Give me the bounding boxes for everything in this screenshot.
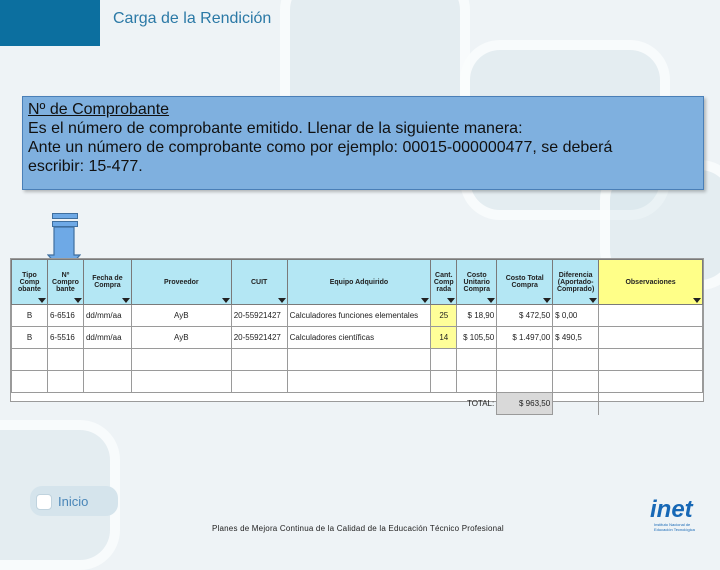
empty-cell[interactable]: [599, 349, 703, 371]
inicio-label: Inicio: [58, 494, 89, 509]
info-heading: Nº de Comprobante: [28, 101, 170, 118]
empty-cell[interactable]: [287, 349, 431, 371]
empty-cell[interactable]: [497, 371, 553, 393]
empty-cell[interactable]: [287, 371, 431, 393]
dropdown-arrow-icon[interactable]: [278, 298, 286, 303]
empty-cell[interactable]: [12, 349, 48, 371]
col-header-equipo-adquirido: Equipo Adquirido: [287, 260, 431, 305]
cell-cuit[interactable]: 20-55921427: [231, 327, 287, 349]
col-header-numero-comprobante: Nº Compro bante: [47, 260, 83, 305]
empty-cell[interactable]: [47, 349, 83, 371]
dropdown-arrow-icon[interactable]: [447, 298, 455, 303]
empty-cell[interactable]: [497, 349, 553, 371]
info-box: [22, 96, 704, 190]
empty-cell[interactable]: [83, 349, 131, 371]
info-line: Es el número de comprobante emitido. Llenar de la siguiente manera:: [28, 120, 523, 137]
inicio-button[interactable]: [30, 486, 118, 516]
home-icon: [36, 494, 52, 510]
cell-tipo[interactable]: B: [12, 305, 48, 327]
cell-proveedor[interactable]: AyB: [131, 305, 231, 327]
page-title: Carga de la Rendición: [113, 10, 272, 27]
cell-fecha[interactable]: dd/mm/aa: [83, 327, 131, 349]
dropdown-arrow-icon[interactable]: [589, 298, 597, 303]
dropdown-arrow-icon[interactable]: [693, 298, 701, 303]
empty-cell[interactable]: [457, 371, 497, 393]
empty-cell: [599, 393, 703, 415]
col-header-costo-unitario: Costo Unitario Compra: [457, 260, 497, 305]
cell-equipo[interactable]: Calculadores funciones elementales: [287, 305, 431, 327]
dropdown-arrow-icon[interactable]: [543, 298, 551, 303]
empty-cell[interactable]: [231, 371, 287, 393]
empty-cell[interactable]: [231, 349, 287, 371]
empty-cell[interactable]: [599, 371, 703, 393]
col-header-tipo-comprobante: Tipo Comp obante: [12, 260, 48, 305]
dropdown-arrow-icon[interactable]: [487, 298, 495, 303]
cell-costo-unitario[interactable]: $ 18,90: [457, 305, 497, 327]
empty-cell[interactable]: [553, 371, 599, 393]
cell-costo-total[interactable]: $ 1.497,00: [497, 327, 553, 349]
info-line: escribir: 15-477.: [28, 158, 143, 175]
table-row-empty: [12, 349, 703, 371]
table-row-empty: [12, 371, 703, 393]
empty-cell: [553, 393, 599, 415]
col-header-costo-total: Costo Total Compra: [497, 260, 553, 305]
cell-fecha[interactable]: dd/mm/aa: [83, 305, 131, 327]
cell-costo-unitario[interactable]: $ 105,50: [457, 327, 497, 349]
spreadsheet: [10, 258, 704, 409]
empty-cell[interactable]: [131, 371, 231, 393]
dropdown-arrow-icon[interactable]: [38, 298, 46, 303]
col-header-diferencia: Diferencia (Aportado- Comprado): [553, 260, 599, 305]
cell-observaciones[interactable]: [599, 305, 703, 327]
cell-cantidad[interactable]: 14: [431, 327, 457, 349]
dropdown-arrow-icon[interactable]: [74, 298, 82, 303]
header-accent-bar: [0, 0, 100, 46]
empty-cell[interactable]: [553, 349, 599, 371]
col-header-observaciones: Observaciones: [599, 260, 703, 305]
col-header-cantidad: Cant. Comp rada: [431, 260, 457, 305]
dropdown-arrow-icon[interactable]: [222, 298, 230, 303]
logo-text: inet: [650, 496, 693, 523]
empty-cell[interactable]: [131, 349, 231, 371]
empty-cell[interactable]: [431, 349, 457, 371]
cell-numero[interactable]: 6-5516: [47, 327, 83, 349]
cell-observaciones[interactable]: [599, 327, 703, 349]
cell-costo-total[interactable]: $ 472,50: [497, 305, 553, 327]
total-label: TOTAL:: [12, 393, 497, 415]
cell-equipo[interactable]: Calculadores científicas: [287, 327, 431, 349]
cell-tipo[interactable]: B: [12, 327, 48, 349]
cell-cuit[interactable]: 20-55921427: [231, 305, 287, 327]
empty-cell[interactable]: [12, 371, 48, 393]
cell-numero[interactable]: 6-6516: [47, 305, 83, 327]
inet-logo: [650, 496, 706, 536]
cell-proveedor[interactable]: AyB: [131, 327, 231, 349]
footer-text: Planes de Mejora Continua de la Calidad de la Educación Técnico Profesional: [212, 524, 504, 533]
total-value: $ 963,50: [497, 393, 553, 415]
dropdown-arrow-icon[interactable]: [421, 298, 429, 303]
col-header-cuit: CUIT: [231, 260, 287, 305]
empty-cell[interactable]: [47, 371, 83, 393]
logo-subtitle: Instituto Nacional de Educación Tecnológica: [654, 522, 695, 532]
total-row: [12, 393, 703, 415]
cell-diferencia[interactable]: $ 0,00: [553, 305, 599, 327]
table-row: [12, 327, 703, 349]
empty-cell[interactable]: [431, 371, 457, 393]
dropdown-arrow-icon[interactable]: [122, 298, 130, 303]
empty-cell[interactable]: [83, 371, 131, 393]
empty-cell[interactable]: [457, 349, 497, 371]
cell-cantidad[interactable]: 25: [431, 305, 457, 327]
col-header-proveedor: Proveedor: [131, 260, 231, 305]
table-row: [12, 305, 703, 327]
cell-diferencia[interactable]: $ 490,5: [553, 327, 599, 349]
info-line: Ante un número de comprobante como por ejemplo: 00015-000000477, se deberá: [28, 139, 613, 156]
col-header-fecha-compra: Fecha de Compra: [83, 260, 131, 305]
